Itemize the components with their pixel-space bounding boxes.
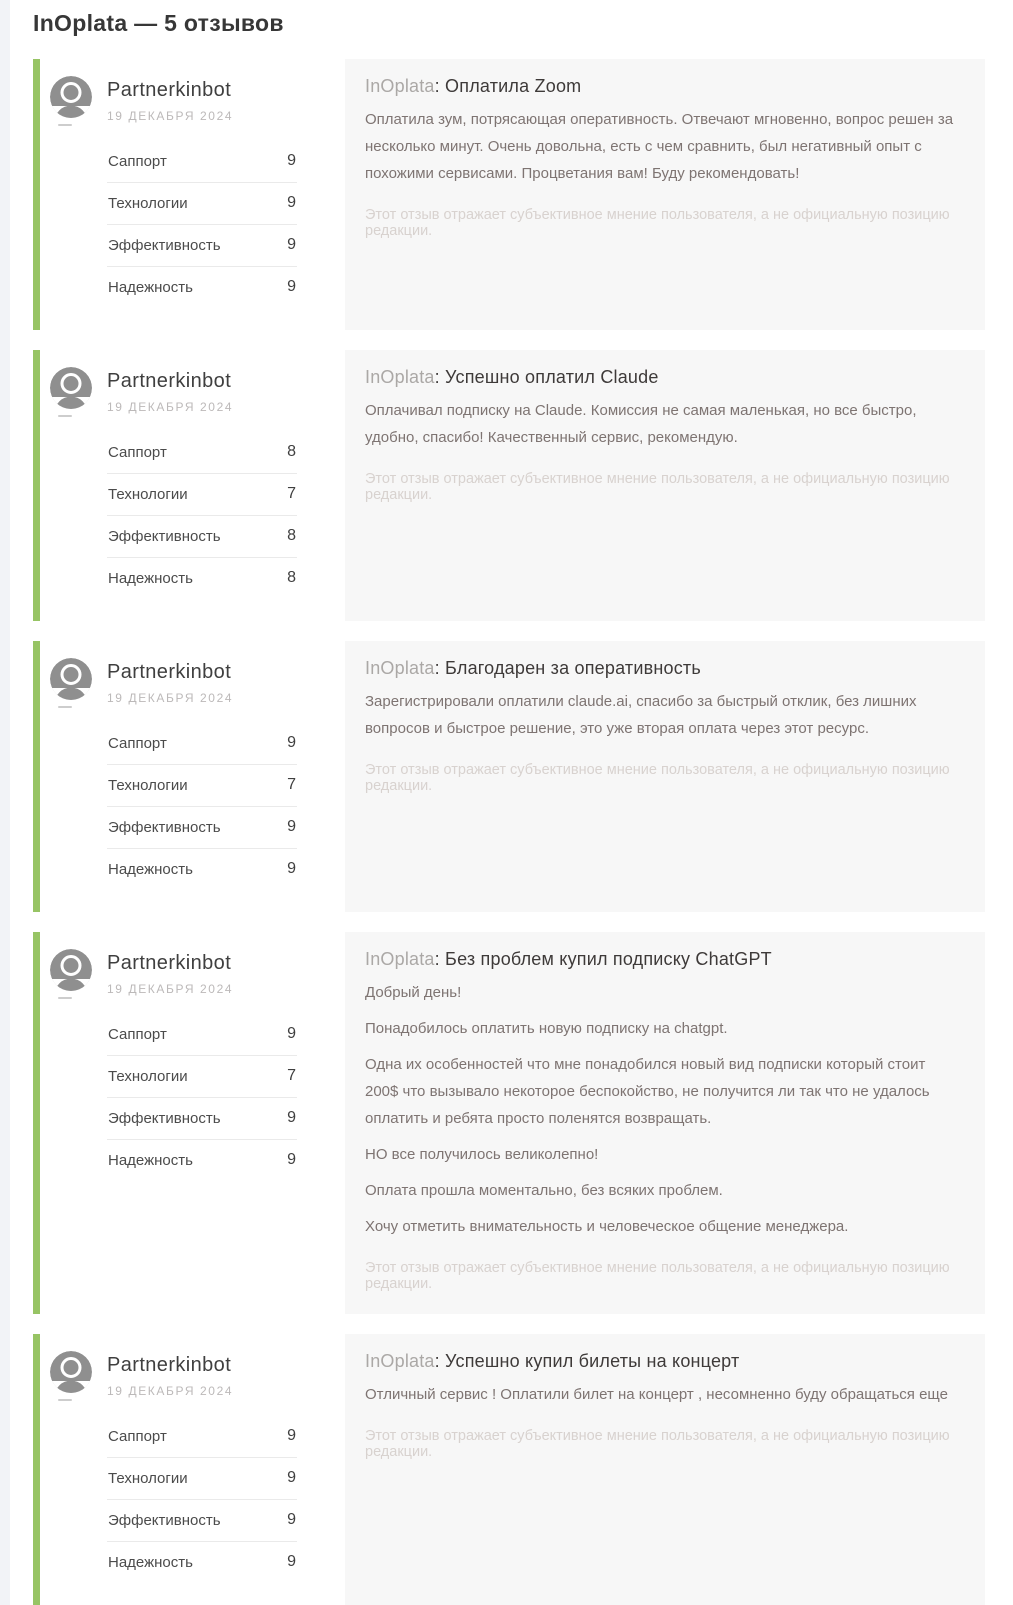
score-label: Эффективность [108, 818, 221, 836]
score-value: 9 [287, 818, 296, 835]
review-paragraph: Зарегистрировали оплатили claude.ai, спасибо за быстрый отклик, без лишних вопросов и быстрое решение, это уже вторая оплата через этот ресурс. [365, 693, 917, 737]
review-meta-panel [40, 350, 345, 621]
review-title-company: InOplata [365, 76, 435, 96]
score-label: Саппорт [108, 443, 167, 461]
review-title [365, 367, 955, 388]
avatar [49, 75, 93, 126]
score-row [107, 1014, 297, 1056]
score-value: 9 [287, 236, 296, 253]
review-paragraph: Хочу отметить внимательность и человеческое общение менеджера. [365, 1218, 849, 1235]
score-value: 7 [287, 485, 296, 502]
score-row [107, 1056, 297, 1098]
review-card [33, 59, 985, 330]
review-title-company: InOplata [365, 367, 435, 387]
score-label: Технологии [108, 1067, 188, 1085]
review-date: 19 ДЕКАБРЯ 2024 [107, 982, 234, 996]
review-paragraph: Одна их особенностей что мне понадобился новый вид подписки который стоит 200$ что вызывало некоторое беспокойство, не получится ли так что не удалось оплатить и ребята просто поленятся возвращать. [365, 1056, 930, 1127]
score-label: Надежность [108, 278, 193, 296]
review-title-text: : Успешно оплатил Claude [434, 367, 659, 387]
score-row [107, 849, 297, 890]
review-text [365, 979, 955, 1240]
score-value: 9 [287, 1427, 296, 1444]
score-row [107, 267, 297, 308]
score-row [107, 558, 297, 599]
score-label: Технологии [108, 776, 188, 794]
score-label: Технологии [108, 194, 188, 212]
score-label: Саппорт [108, 1427, 167, 1445]
score-label: Саппорт [108, 152, 167, 170]
score-value: 8 [287, 443, 296, 460]
user-avatar-icon [49, 75, 93, 119]
author-name: Partnerkinbot [107, 79, 232, 101]
user-block [49, 1350, 337, 1401]
avatar [49, 657, 93, 708]
score-row [107, 1458, 297, 1500]
review-disclaimer: Этот отзыв отражает субъективное мнение пользователя, а не официальную позицию редакции. [365, 471, 950, 503]
avatar-dash [58, 706, 72, 708]
score-label: Эффективность [108, 236, 221, 254]
avatar-dash [58, 415, 72, 417]
review-title-text: : Оплатила Zoom [434, 76, 582, 96]
user-block [49, 657, 337, 708]
score-row [107, 225, 297, 267]
review-title [365, 1351, 955, 1372]
avatar-dash [58, 1399, 72, 1401]
score-label: Саппорт [108, 734, 167, 752]
review-title-text: : Благодарен за оперативность [434, 658, 701, 678]
review-text [365, 688, 955, 742]
review-card [33, 1334, 985, 1605]
score-value: 9 [287, 1109, 296, 1126]
review-text [365, 397, 955, 451]
user-block [49, 75, 337, 126]
score-row [107, 141, 297, 183]
review-text [365, 1381, 955, 1408]
author-name: Partnerkinbot [107, 1354, 232, 1376]
score-list [107, 141, 297, 308]
score-value: 9 [287, 194, 296, 211]
score-value: 9 [287, 152, 296, 169]
review-date: 19 ДЕКАБРЯ 2024 [107, 691, 234, 705]
score-list [107, 723, 297, 890]
score-list [107, 1014, 297, 1181]
review-disclaimer: Этот отзыв отражает субъективное мнение пользователя, а не официальную позицию редакции. [365, 1428, 950, 1460]
score-label: Надежность [108, 569, 193, 587]
review-meta-panel [40, 932, 345, 1314]
review-paragraph: НО все получилось великолепно! [365, 1146, 599, 1163]
score-label: Эффективность [108, 1511, 221, 1529]
score-value: 9 [287, 1511, 296, 1528]
review-card [33, 641, 985, 912]
review-paragraph: Отличный сервис ! Оплатили билет на концерт , несомненно буду обращаться еще [365, 1386, 948, 1403]
user-avatar-icon [49, 948, 93, 992]
review-title-company: InOplata [365, 949, 435, 969]
score-label: Надежность [108, 860, 193, 878]
score-row [107, 807, 297, 849]
author-info [107, 657, 233, 708]
user-avatar-icon [49, 366, 93, 410]
score-list [107, 432, 297, 599]
score-value: 8 [287, 569, 296, 586]
review-body-panel [345, 1334, 985, 1605]
score-row [107, 1542, 297, 1583]
avatar [49, 366, 93, 417]
review-disclaimer: Этот отзыв отражает субъективное мнение пользователя, а не официальную позицию редакции. [365, 762, 950, 794]
score-row [107, 516, 297, 558]
score-row [107, 1416, 297, 1458]
review-paragraph: Добрый день! [365, 984, 462, 1001]
avatar [49, 948, 93, 999]
review-date: 19 ДЕКАБРЯ 2024 [107, 109, 234, 123]
avatar-dash [58, 124, 72, 126]
score-value: 9 [287, 734, 296, 751]
user-block [49, 366, 337, 417]
review-title-company: InOplata [365, 658, 435, 678]
review-body-panel [345, 350, 985, 621]
review-title-text: : Успешно купил билеты на концерт [434, 1351, 740, 1371]
reviews-list [10, 59, 1013, 1605]
score-row [107, 432, 297, 474]
user-block [49, 948, 337, 999]
review-meta-panel [40, 1334, 345, 1605]
score-value: 7 [287, 1067, 296, 1084]
avatar-dash [58, 997, 72, 999]
author-info [107, 948, 233, 999]
score-list [107, 1416, 297, 1583]
score-value: 9 [287, 1025, 296, 1042]
score-value: 9 [287, 860, 296, 877]
review-body-panel [345, 641, 985, 912]
score-row [107, 183, 297, 225]
author-name: Partnerkinbot [107, 370, 232, 392]
review-meta-panel [40, 641, 345, 912]
review-paragraph: Оплата прошла моментально, без всяких проблем. [365, 1182, 723, 1199]
score-row [107, 765, 297, 807]
review-title [365, 76, 955, 97]
author-name: Partnerkinbot [107, 661, 232, 683]
score-label: Технологии [108, 1469, 188, 1487]
score-value: 9 [287, 1151, 296, 1168]
review-date: 19 ДЕКАБРЯ 2024 [107, 1384, 234, 1398]
review-meta-panel [40, 59, 345, 330]
review-date: 19 ДЕКАБРЯ 2024 [107, 400, 234, 414]
score-label: Надежность [108, 1553, 193, 1571]
score-row [107, 474, 297, 516]
author-name: Partnerkinbot [107, 952, 232, 974]
score-value: 9 [287, 1553, 296, 1570]
author-info [107, 366, 233, 417]
score-row [107, 723, 297, 765]
score-row [107, 1140, 297, 1181]
score-label: Технологии [108, 485, 188, 503]
review-text [365, 106, 955, 187]
review-paragraph: Оплатила зум, потрясающая оперативность. Отвечают мгновенно, вопрос решен за несколько минут. Очень довольна, есть с чем сравнить, был негативный опыт с похожими сервисами. Процветания вам! Буду рекомендовать! [365, 111, 954, 182]
review-disclaimer: Этот отзыв отражает субъективное мнение пользователя, а не официальную позицию редакции. [365, 1260, 950, 1292]
review-body-panel [345, 932, 985, 1314]
score-value: 9 [287, 1469, 296, 1486]
score-value: 9 [287, 278, 296, 295]
page-title: InOplata — 5 отзывов [33, 10, 284, 36]
review-paragraph: Оплачивал подписку на Claude. Комиссия не самая маленькая, но все быстро, удобно, спасибо! Качественный сервис, рекомендую. [365, 402, 917, 446]
score-label: Саппорт [108, 1025, 167, 1043]
user-avatar-icon [49, 1350, 93, 1394]
user-avatar-icon [49, 657, 93, 701]
avatar [49, 1350, 93, 1401]
author-info [107, 75, 233, 126]
review-disclaimer: Этот отзыв отражает субъективное мнение пользователя, а не официальную позицию редакции. [365, 207, 950, 239]
score-row [107, 1500, 297, 1542]
review-card [33, 350, 985, 621]
review-title-company: InOplata [365, 1351, 435, 1371]
score-label: Эффективность [108, 527, 221, 545]
content-area [10, 0, 1013, 1605]
author-info [107, 1350, 233, 1401]
review-paragraph: Понадобилось оплатить новую подписку на chatgpt. [365, 1020, 728, 1037]
review-title [365, 949, 955, 970]
review-card [33, 932, 985, 1314]
review-title [365, 658, 955, 679]
score-label: Эффективность [108, 1109, 221, 1127]
score-value: 7 [287, 776, 296, 793]
score-value: 8 [287, 527, 296, 544]
review-body-panel [345, 59, 985, 330]
score-label: Надежность [108, 1151, 193, 1169]
score-row [107, 1098, 297, 1140]
review-title-text: : Без проблем купил подписку ChatGPT [434, 949, 772, 969]
